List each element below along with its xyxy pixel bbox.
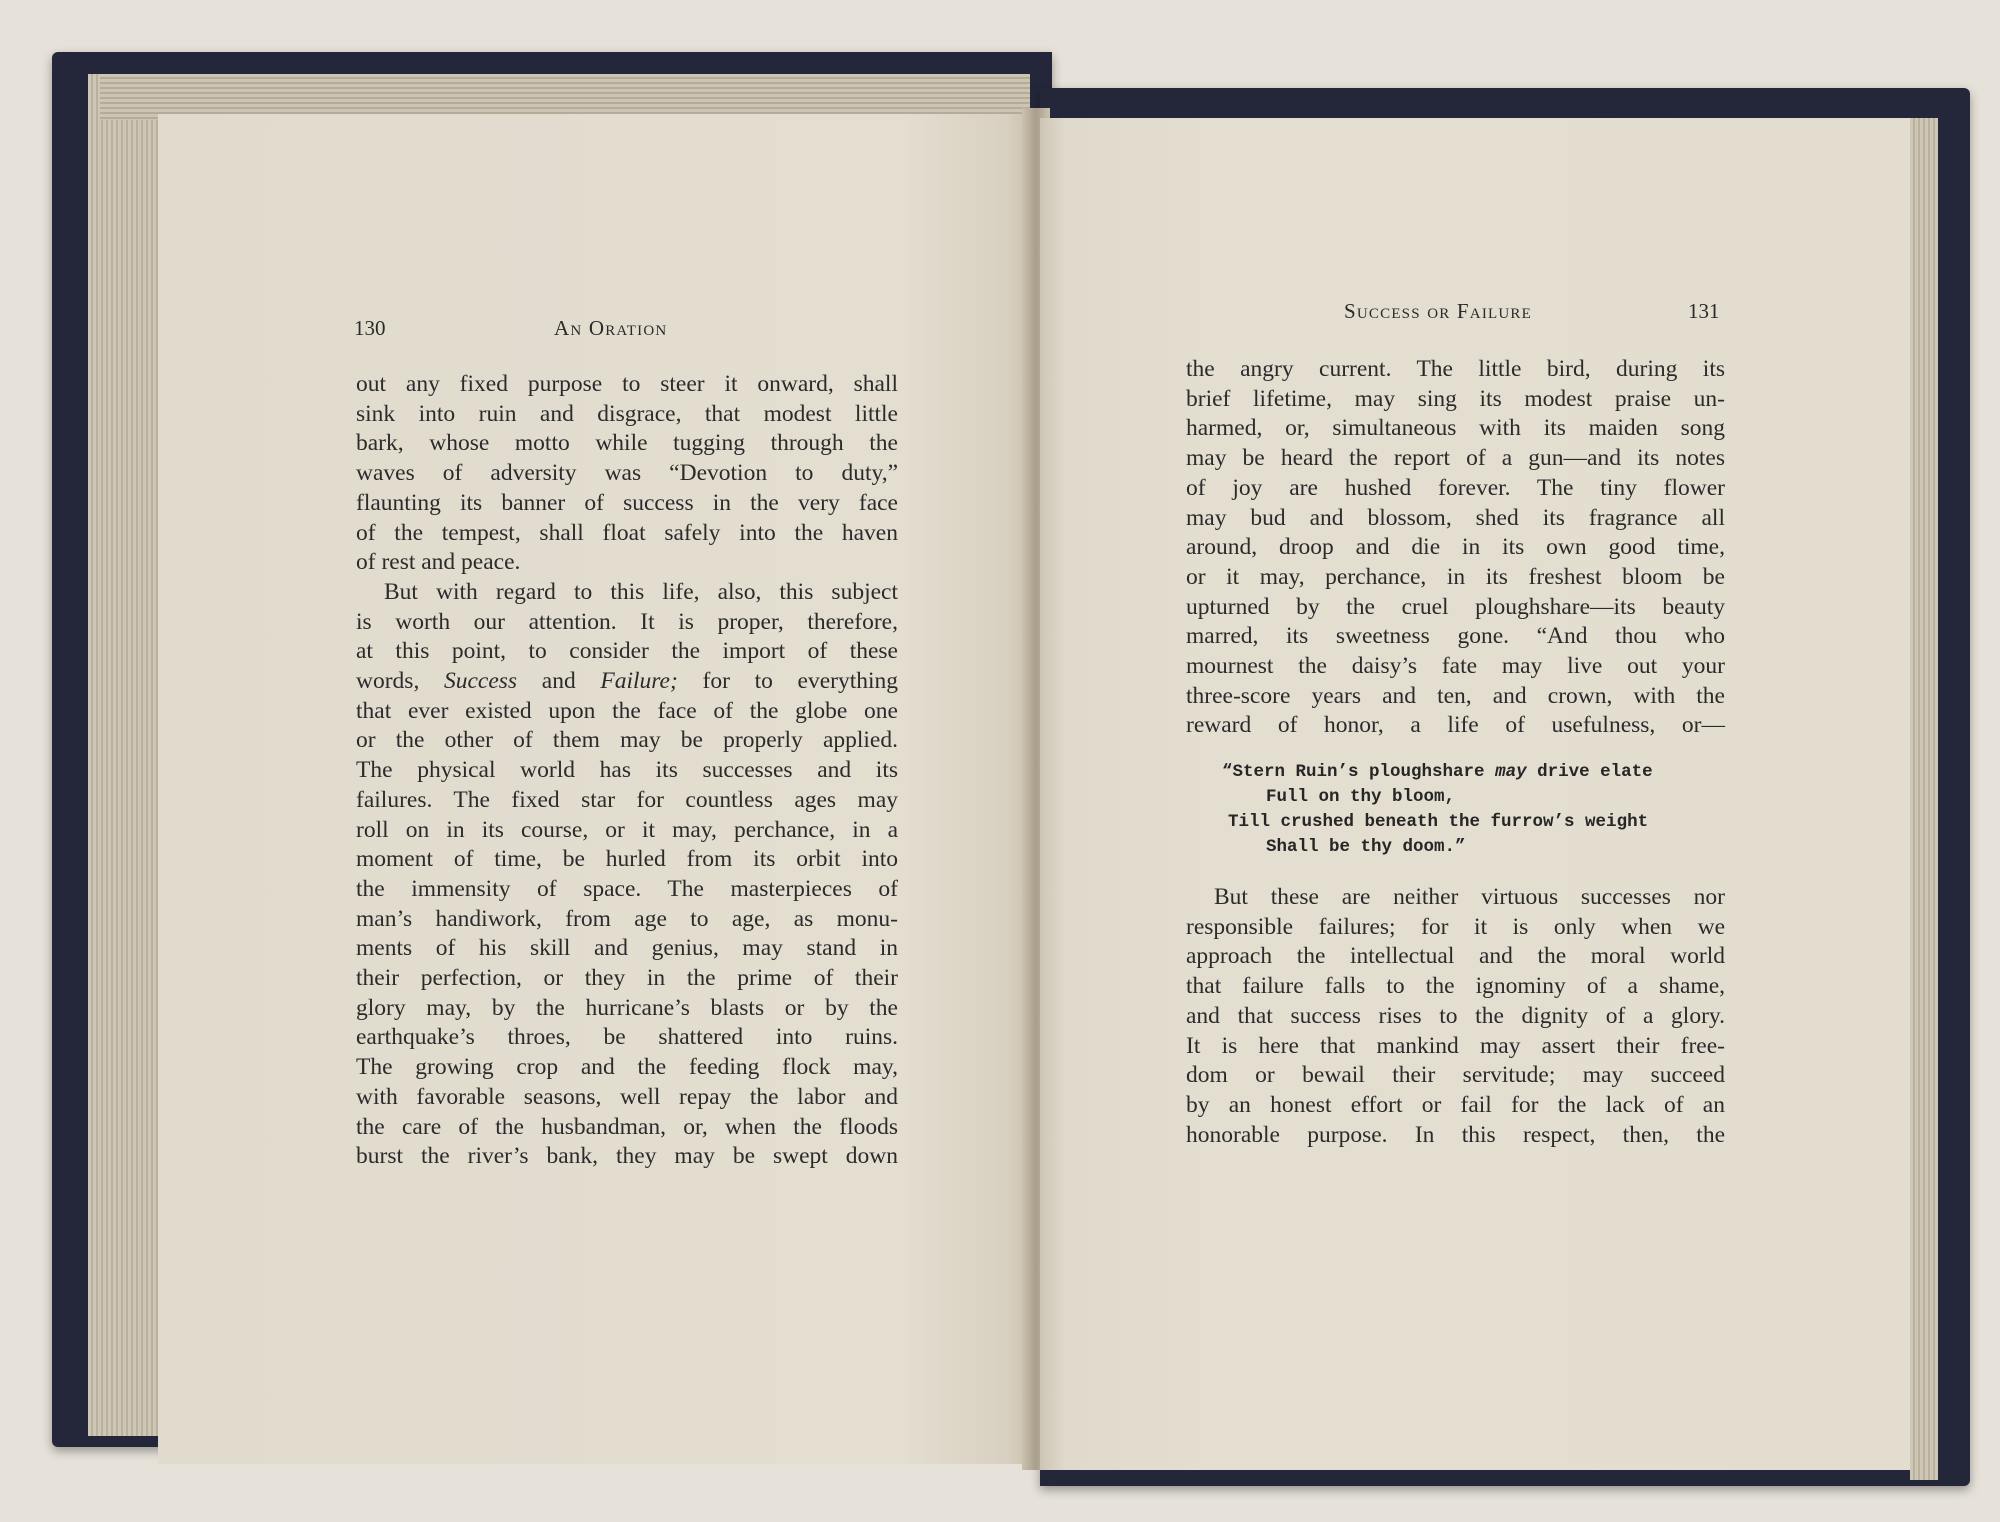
text-line: out any fixed purpose to steer it onward, shall [356,371,898,397]
text-line: or it may, perchance, in its freshest bloom be [1186,563,1725,590]
text-line: and that success rises to the dignity of a glory. [1186,1002,1725,1029]
text-line: marred, its sweetness gone. “And thou who [1186,623,1725,650]
text-line: at this point, to consider the import of these [356,638,898,665]
text-line: their perfection, or they in the prime of their [356,965,898,992]
text-line: approach the intellectual and the moral world [1186,943,1725,970]
text-line: by an honest effort or fail for the lack of an [1186,1091,1725,1118]
text-line: mournest the daisy’s fate may live out your [1186,653,1725,680]
page-edges-left [88,74,158,1436]
text-line: earthquake’s throes, be shattered into ruins. [356,1024,898,1051]
text-line: the care of the husbandman, or, when the floods [356,1113,898,1140]
text-fragment: for to everything [702,668,899,695]
text-line: failures. The fixed star for countless ages may [356,786,898,813]
text-line: of rest and peace. [356,549,521,576]
text-line: with favorable seasons, well repay the labor and [356,1083,898,1110]
text-line: The growing crop and the feeding flock may, [356,1054,898,1081]
right-page-body-bottom [1186,883,1725,1150]
poem-line: Till crushed beneath the furrow’s weight [1228,812,1649,832]
text-line: roll on in its course, or it may, perchance, in a [356,816,898,843]
text-line: The physical world has its successes and its [356,757,898,784]
poem-line [1222,760,1653,785]
poem-italic-word: may [1495,762,1527,782]
text-line: or the other of them may be properly applied. [356,727,898,754]
text-line: bark, whose motto while tugging through the [356,430,898,457]
text-line: harmed, or, simultaneous with its maiden song [1186,415,1725,442]
text-line: around, droop and die in its own good time, [1186,534,1725,561]
poem-fragment: “Stern Ruin’s ploughshare [1222,762,1485,782]
text-line: burst the river’s bank, they may be swept down [356,1143,898,1170]
italic-term-success: Success [444,668,518,695]
text-line: three-score years and ten, and crown, with the [1186,682,1725,709]
text-line: of the tempest, shall float safely into the haven [356,519,898,546]
poem-quote [1222,760,1653,860]
text-line: But these are neither virtuous successes nor [1214,884,1725,910]
text-line: reward of honor, a life of usefulness, or— [1186,712,1725,739]
text-line: responsible failures; for it is only when we [1186,913,1725,940]
text-line: the immensity of space. The masterpieces of [356,875,898,902]
text-line: man’s handiwork, from age to age, as monu- [356,905,898,932]
text-line: dom or bewail their servitude; may succeed [1186,1062,1725,1089]
text-line: It is here that mankind may assert their free- [1186,1032,1725,1059]
poem-line: Full on thy bloom, [1266,787,1456,807]
right-page-body-top [1186,355,1725,741]
left-running-head: An Oration [554,316,668,340]
text-line: flaunting its banner of success in the very face [356,489,898,516]
text-line: ments of his skill and genius, may stand in [356,935,898,962]
page-edges-right [1910,118,1938,1480]
text-line: But with regard to this life, also, this subject [384,578,898,605]
text-fragment: words, [356,668,420,695]
left-page-number: 130 [354,316,386,340]
text-line: sink into ruin and disgrace, that modest little [356,400,898,427]
text-line: may be heard the report of a gun—and its notes [1186,445,1725,472]
text-line: brief lifetime, may sing its modest praise un- [1186,385,1725,412]
left-page-body [356,370,898,1172]
poem-line: Shall be thy doom.” [1266,837,1466,857]
text-line: that ever existed upon the face of the globe one [356,697,898,724]
text-line: moment of time, be hurled from its orbit into [356,846,898,873]
italic-term-failure: Failure; [600,668,678,695]
text-line: that failure falls to the ignominy of a shame, [1186,973,1725,1000]
text-line: honorable purpose. In this respect, then, the [1186,1121,1725,1148]
text-line: glory may, by the hurricane’s blasts or by the [356,994,898,1021]
text-line: waves of adversity was “Devotion to duty,” [356,460,898,487]
right-running-head: Success or Failure [1344,299,1532,323]
poem-fragment: drive elate [1537,762,1653,782]
text-line: the angry current. The little bird, during its [1186,356,1725,382]
right-page-number: 131 [1688,299,1720,323]
text-line-mixed [356,667,898,697]
text-line: is worth our attention. It is proper, therefore, [356,608,898,635]
text-fragment: and [541,668,576,695]
text-line: of joy are hushed forever. The tiny flower [1186,474,1725,501]
text-line: may bud and blossom, shed its fragrance all [1186,504,1725,531]
text-line: upturned by the cruel ploughshare—its beauty [1186,593,1725,620]
